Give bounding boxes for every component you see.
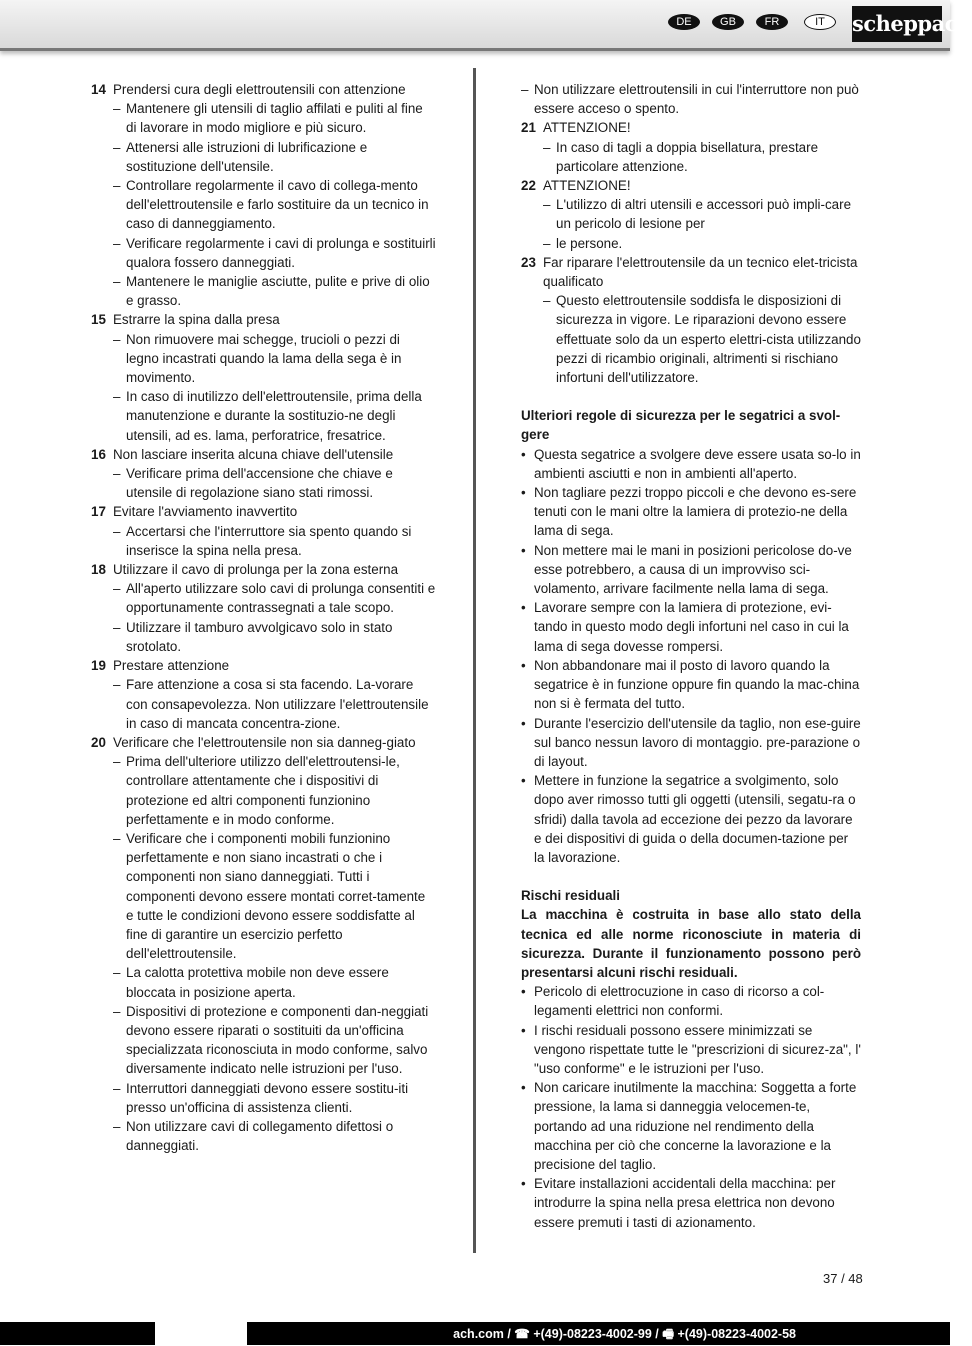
section-23: [521, 253, 861, 387]
section-title: Far riparare l'elettroutensile da un tecnico elet-tricista qualificato: [543, 254, 858, 290]
bullet-item: • Non tagliare pezzi troppo piccoli e che devono es-sere tenuti con le mani oltre la lamiera di protezio-ne della lama di sega.: [521, 483, 861, 541]
section-17: [91, 502, 436, 560]
list-item: – Non utilizzare cavi di collegamento difettosi o danneggiati.: [113, 1117, 436, 1155]
section-number: 23: [521, 254, 536, 270]
list-item: – Interruttori danneggiati devono essere sostitu-iti presso un'officina di assistenza clienti.: [113, 1079, 436, 1117]
section-number: 16: [91, 446, 106, 462]
section-title: Verificare che l'elettroutensile non sia danneg-giato: [113, 734, 416, 750]
language-tab-it[interactable]: IT: [804, 14, 836, 30]
bullet-item: • Questa segatrice a svolgere deve essere usata so-lo in ambienti asciutti e non in ambienti all'aperto.: [521, 445, 861, 483]
bullet-item: • I rischi residuali possono essere minimizzati se vengono rispettate tutte le "prescrizioni di sicurez-za", l' "uso conforme" e le istruzioni per l'uso.: [521, 1021, 861, 1079]
language-tab-fr[interactable]: FR: [756, 14, 788, 30]
list-item: – Dispositivi di protezione e componenti dan-neggiati devono essere riparati o sostituiti da un'officina specializzata riconosciuta in modo conforme, salvo diversamente indicato nelle istruzioni per l'uso.: [113, 1002, 436, 1079]
list-item: – Fare attenzione a cosa si sta facendo. La-vorare con consapevolezza. Non utilizzare l'elettroutensile in caso di mancata concentra-zione.: [113, 675, 436, 733]
list-item: – Utilizzare il tamburo avvolgicavo solo in stato srotolato.: [113, 618, 436, 656]
left-column: [91, 80, 436, 1155]
footer-contact: ach.com / ☎ +(49)-08223-4002-99 / 🖷 +(49)-08223-4002-58: [453, 1327, 796, 1341]
list-item: – In caso di tagli a doppia bisellatura, prestare particolare attenzione.: [543, 138, 861, 176]
list-item: – In caso di inutilizzo dell'elettroutensile, prima della manutenzione e durante la sostituzio-ne degli utensili, ad es. lama, perforatrice, fresatrice.: [113, 387, 436, 445]
list-item: – Verificare prima dell'accensione che chiave e utensile di regolazione siano stati rimossi.: [113, 464, 436, 502]
scheppach-logo: scheppach: [852, 6, 942, 42]
bullet-item: • Evitare installazioni accidentali della macchina: per introdurre la spina nella presa elettrica non devono essere premuti i tasti di azionamento.: [521, 1174, 861, 1232]
section-number: 17: [91, 504, 106, 520]
residual-risks-list: [521, 982, 861, 1232]
section-21: [521, 118, 861, 176]
right-numbered-sections: [521, 118, 861, 387]
page-number: 37 / 48: [823, 1271, 863, 1286]
right-column: [521, 80, 861, 1232]
footer-bar: [0, 1322, 950, 1345]
bullet-item: • Durante l'esercizio dell'utensile da taglio, non ese-guire sul banco nessun lavoro di montaggio. pre-parazione o di layout.: [521, 714, 861, 772]
list-item: – Prima dell'ulteriore utilizzo dell'elettroutensi-le, controllare attentamente che i dispositivi di protezione ed altri componenti funzionino perfettamente e in modo conforme.: [113, 752, 436, 829]
bullet-item: • Lavorare sempre con la lamiera di protezione, evi-tando in questo modo degli infortuni nel caso in cui la lama di sega dovesse rompersi.: [521, 598, 861, 656]
column-divider: [473, 68, 476, 1253]
section-number: 15: [91, 312, 106, 328]
list-item: – Mantenere le maniglie asciutte, pulite e prive di olio e grasso.: [113, 272, 436, 310]
list-item: – Controllare regolarmente il cavo di collega-mento dell'elettroutensile e farlo sostituire da un tecnico in caso di danneggiamento.: [113, 176, 436, 234]
section-number: 19: [91, 658, 106, 674]
section-number: 21: [521, 120, 536, 136]
section-19: [91, 656, 436, 733]
residual-risks-heading: Rischi residuali: [521, 888, 620, 904]
top-header-bar: [0, 0, 972, 51]
language-tab-de[interactable]: DE: [668, 14, 700, 30]
list-item: – Verificare regolarmente i cavi di prolunga e sostituirli qualora fossero danneggiati.: [113, 234, 436, 272]
section-number: 22: [521, 178, 536, 194]
section-20: [91, 733, 436, 1155]
section-18: [91, 560, 436, 656]
bullet-item: • Non caricare inutilmente la macchina: Soggetta a forte pressione, la lama si danneggia velocemen-te, portando ad una riduzione nel rendimento della macchina per ciò che concerne la lavorazione e la precisione del taglio.: [521, 1078, 861, 1174]
section-14: [91, 80, 436, 310]
section-title: Non lasciare inserita alcuna chiave dell'utensile: [113, 446, 394, 462]
bullet-item: • Non mettere mai le mani in posizioni pericolose do-ve esse potrebbero, a causa di un improvviso sci-volamento, arrivare facilmente nella lama di sega.: [521, 541, 861, 599]
section-title: ATTENZIONE!: [543, 178, 631, 194]
list-item: – Verificare che i componenti mobili funzionino perfettamente e non siano incastrati o che i componenti non siano danneggiati. Tutti i componenti devono essere montati corret-tamente e tutte le condizioni devono essere soddisfatte al fine di garantire un esercizio perfetto dell'elettroutensile.: [113, 829, 436, 963]
section-title: Estrarre la spina dalla presa: [113, 312, 280, 328]
section-title: Evitare l'avviamento inavvertito: [113, 504, 298, 520]
section-title: ATTENZIONE!: [543, 120, 631, 136]
list-item: – Non rimuovere mai schegge, trucioli o pezzi di legno incastrati quando la lama della sega è in movimento.: [113, 330, 436, 388]
list-item: – Accertarsi che l'interruttore sia spento quando si inserisce la spina nella presa.: [113, 522, 436, 560]
list-item: – Non utilizzare elettroutensili in cui l'interruttore non può essere acceso o spento.: [521, 80, 861, 118]
list-item: – Questo elettroutensile soddisfa le disposizioni di sicurezza in vigore. Le riparazioni devono essere effettuate solo da un esperto elettri-cista utilizzando pezzi di ricambio originali, altrimenti si rischiano infortuni dell'utilizzatore.: [543, 291, 861, 387]
bullet-item: • Non abbandonare mai il posto di lavoro quando la segatrice è in funzione oppure fin quando la mac-china non si è fermata del tutto.: [521, 656, 861, 714]
section-22: [521, 176, 861, 253]
section-title: Prendersi cura degli elettroutensili con attenzione: [113, 82, 406, 97]
list-item: – le persone.: [543, 234, 861, 253]
section-title: Utilizzare il cavo di prolunga per la zona esterna: [113, 562, 399, 578]
section-number: 20: [91, 734, 106, 750]
footer-white-block: [155, 1322, 247, 1345]
list-item: – L'utilizzo di altri utensili e accessori può impli-care un pericolo di lesione per: [543, 195, 861, 233]
list-item: – La calotta protettiva mobile non deve essere bloccata in posizione aperta.: [113, 963, 436, 1001]
bullet-item: • Pericolo di elettrocuzione in caso di ricorso a col-legamenti elettrici non conformi.: [521, 982, 861, 1020]
residual-intro: La macchina è costruita in base allo stato della tecnica ed alle norme riconosciute in materia di sicurezza. Durante il funzionamento possono però presentarsi alcuni rischi residuali.: [521, 907, 861, 980]
section-number: 14: [91, 82, 106, 97]
saw-rules-list: [521, 445, 861, 867]
section-title: Prestare attenzione: [113, 658, 230, 674]
list-item: – Mantenere gli utensili di taglio affilati e puliti al fine di lavorare in modo migliore e più sicuro.: [113, 99, 436, 137]
section-16: [91, 445, 436, 503]
list-item: – All'aperto utilizzare solo cavi di prolunga consentiti e opportunamente contrassegnati a tale scopo.: [113, 579, 436, 617]
section-15: [91, 310, 436, 444]
language-tab-gb[interactable]: GB: [712, 14, 744, 30]
bullet-item: • Mettere in funzione la segatrice a svolgimento, solo dopo aver rimosso tutti gli oggetti (utensili, segatu-ra o sfridi) dalla tavola ad eccezione dei pezzo da lavorare e dei dispositivi di guida o della documen-tazione per la lavorazione.: [521, 771, 861, 867]
section-number: 18: [91, 562, 106, 578]
saw-rules-heading: Ulteriori regole di sicurezza per le segatrici a svol-gere: [521, 408, 841, 443]
list-item: – Attenersi alle istruzioni di lubrificazione e sostituzione dell'utensile.: [113, 138, 436, 176]
